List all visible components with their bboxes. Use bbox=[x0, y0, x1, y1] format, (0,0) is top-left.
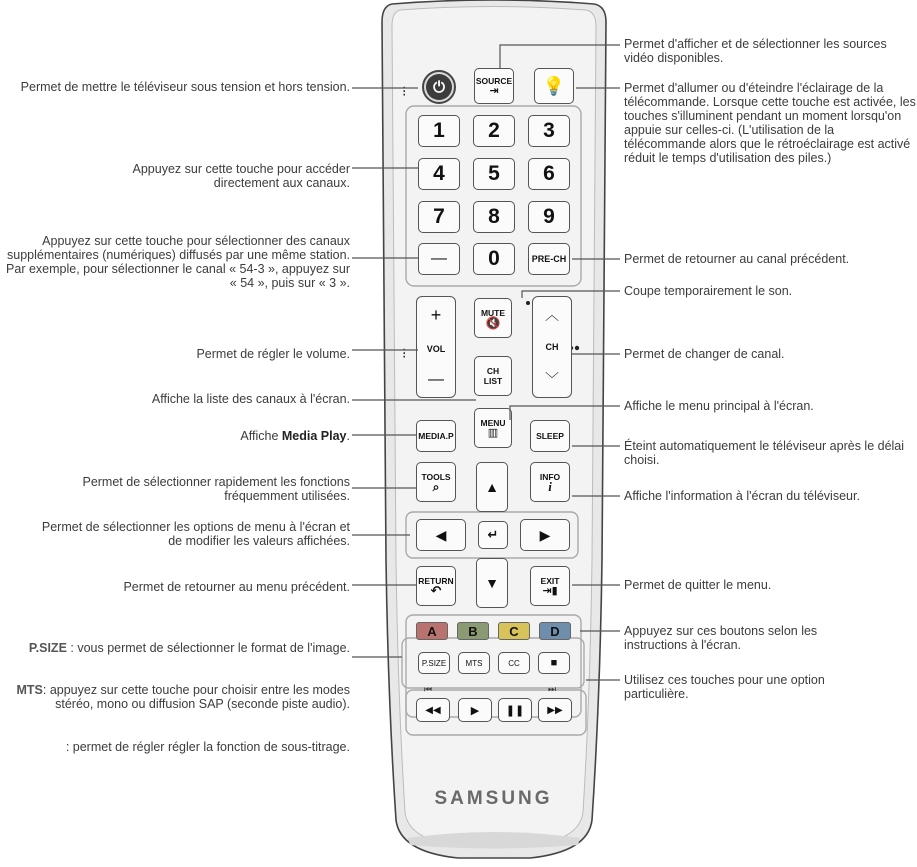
mute-button[interactable]: MUTE 🔇 bbox=[474, 298, 512, 338]
svg-text:⁝: ⁝ bbox=[402, 83, 407, 99]
enter-icon: ↵ bbox=[487, 527, 499, 542]
dash-button[interactable]: — bbox=[418, 243, 460, 275]
num-6-button[interactable]: 6 bbox=[528, 158, 570, 190]
mts-button[interactable]: MTS bbox=[458, 652, 490, 674]
mediap-button[interactable]: MEDIA.P bbox=[416, 420, 456, 452]
volume-down-icon: — bbox=[428, 371, 444, 388]
source-icon: ⇥ bbox=[489, 85, 499, 97]
label-numbers: Appuyez sur cette touche pour accéder directement aux canaux. bbox=[132, 162, 350, 190]
label-return: Permet de retourner au menu précédent. bbox=[123, 580, 350, 594]
channel-rocker[interactable]: ︿ CH ﹀ bbox=[532, 296, 572, 398]
num-8-button[interactable]: 8 bbox=[473, 201, 515, 233]
label-source: Permet d'afficher et de sélectionner les sources vidéo disponibles. bbox=[624, 37, 887, 65]
num-3-button[interactable]: 3 bbox=[528, 115, 570, 147]
menu-button[interactable]: MENU ▥ bbox=[474, 408, 512, 448]
power-icon: ⏻ bbox=[426, 74, 452, 100]
tools-button[interactable]: TOOLS ⌕ bbox=[416, 462, 456, 502]
tools-icon: ⌕ bbox=[432, 480, 440, 494]
label-chlist: Affiche la liste des canaux à l'écran. bbox=[151, 392, 350, 406]
return-button[interactable]: RETURN ↶ bbox=[416, 566, 456, 606]
label-mediap: Affiche Media Play. bbox=[240, 429, 350, 443]
label-playback: Utilisez ces touches pour une option particulière. bbox=[624, 673, 825, 701]
color-a-button[interactable]: A bbox=[416, 622, 448, 640]
label-tools: Permet de sélectionner rapidement les fonctions fréquemment utilisées. bbox=[82, 475, 350, 503]
up-arrow-icon: ▲ bbox=[485, 479, 499, 495]
label-menu: Affiche le menu principal à l'écran. bbox=[624, 399, 814, 413]
pause-icon: ❚❚ bbox=[505, 704, 525, 717]
label-mts: MTS: appuyez sur cette touche pour choisir entre les modes stéréo, mono ou diffusion SAP (seconde piste audio). bbox=[16, 683, 350, 711]
right-arrow-icon: ▶ bbox=[539, 526, 551, 543]
prech-button[interactable]: PRE-CH bbox=[528, 243, 570, 275]
color-b-button[interactable]: B bbox=[457, 622, 489, 640]
next-track-icon: ⏭ bbox=[548, 684, 557, 694]
label-psize: P.SIZE : vous permet de sélectionner le format de l'image. bbox=[28, 641, 350, 655]
num-9-button[interactable]: 9 bbox=[528, 201, 570, 233]
num-7-button[interactable]: 7 bbox=[418, 201, 460, 233]
label-prech: Permet de retourner au canal précédent. bbox=[624, 252, 850, 266]
play-icon: ▶ bbox=[470, 704, 480, 717]
label-sleep: Éteint automatiquement le téléviseur après le délai choisi. bbox=[624, 439, 905, 467]
svg-text:⁝: ⁝ bbox=[402, 345, 407, 361]
chlist-button[interactable]: CH LIST bbox=[474, 356, 512, 396]
color-d-button[interactable]: D bbox=[539, 622, 571, 640]
stop-icon: ■ bbox=[550, 657, 558, 669]
num-2-button[interactable]: 2 bbox=[473, 115, 515, 147]
label-light: Permet d'allumer ou d'éteindre l'éclairage de la télécommande. Lorsque cette touche est activée, les touches s'illuminent pendant un moment lorsqu'on appuie sur celles-ci. (L'utilisation de la télécommande alors que le rétroéclairage est activé réduit le temps d'utilisation des piles.) bbox=[624, 81, 916, 165]
info-button[interactable]: INFO i bbox=[530, 462, 570, 502]
num-4-button[interactable]: 4 bbox=[418, 158, 460, 190]
label-volume: Permet de régler le volume. bbox=[196, 347, 350, 361]
label-info: Affiche l'information à l'écran du téléviseur. bbox=[624, 489, 860, 503]
exit-door-icon: ⇥▮ bbox=[542, 585, 558, 597]
down-arrow-icon: ▼ bbox=[485, 575, 499, 591]
psize-button[interactable]: P.SIZE bbox=[418, 652, 450, 674]
return-icon: ↶ bbox=[430, 583, 442, 598]
exit-button[interactable]: EXIT ⇥▮ bbox=[530, 566, 570, 606]
color-c-button[interactable]: C bbox=[498, 622, 530, 640]
prev-track-icon: ⏮ bbox=[424, 684, 433, 694]
light-bulb-icon: 💡 bbox=[542, 75, 566, 96]
volume-up-icon: + bbox=[430, 305, 442, 325]
info-i-icon: i bbox=[548, 479, 552, 494]
cc-button[interactable]: CC bbox=[498, 652, 530, 674]
rewind-icon: ◀◀ bbox=[425, 704, 441, 716]
channel-up-icon: ︿ bbox=[545, 307, 559, 323]
source-button[interactable]: SOURCE ⇥ bbox=[474, 68, 514, 104]
label-cc: : permet de régler régler la fonction de sous-titrage. bbox=[65, 740, 350, 754]
label-mute: Coupe temporairement le son. bbox=[624, 284, 793, 298]
num-5-button[interactable]: 5 bbox=[473, 158, 515, 190]
speaker-mute-icon: 🔇 bbox=[485, 316, 501, 330]
volume-rocker[interactable]: + VOL — bbox=[416, 296, 456, 398]
channel-down-icon: ﹀ bbox=[545, 371, 559, 387]
label-power: Permet de mettre le téléviseur sous tension et hors tension. bbox=[20, 80, 350, 94]
fast-forward-icon: ▶▶ bbox=[547, 704, 563, 716]
left-arrow-icon: ◀ bbox=[435, 526, 447, 543]
num-1-button[interactable]: 1 bbox=[418, 115, 460, 147]
label-arrows: Permet de sélectionner les options de menu à l'écran et de modifier les valeurs affichées. bbox=[41, 520, 350, 548]
label-channel: Permet de changer de canal. bbox=[624, 347, 785, 361]
sleep-button[interactable]: SLEEP bbox=[530, 420, 570, 452]
label-exit: Permet de quitter le menu. bbox=[624, 578, 772, 592]
brand-logo: SAMSUNG bbox=[434, 788, 553, 809]
menu-grid-icon: ▥ bbox=[487, 427, 499, 439]
label-colors: Appuyez sur ces boutons selon les instructions à l'écran. bbox=[624, 624, 818, 652]
label-dash: Appuyez sur cette touche pour sélectionner des canaux supplémentaires (numériques) diffusés par une même station. Par exemple, pour sélectionner le canal « 54-3 », appuyez sur « 54 », puis sur « 3 ». bbox=[6, 234, 350, 290]
num-0-button[interactable]: 0 bbox=[473, 243, 515, 275]
